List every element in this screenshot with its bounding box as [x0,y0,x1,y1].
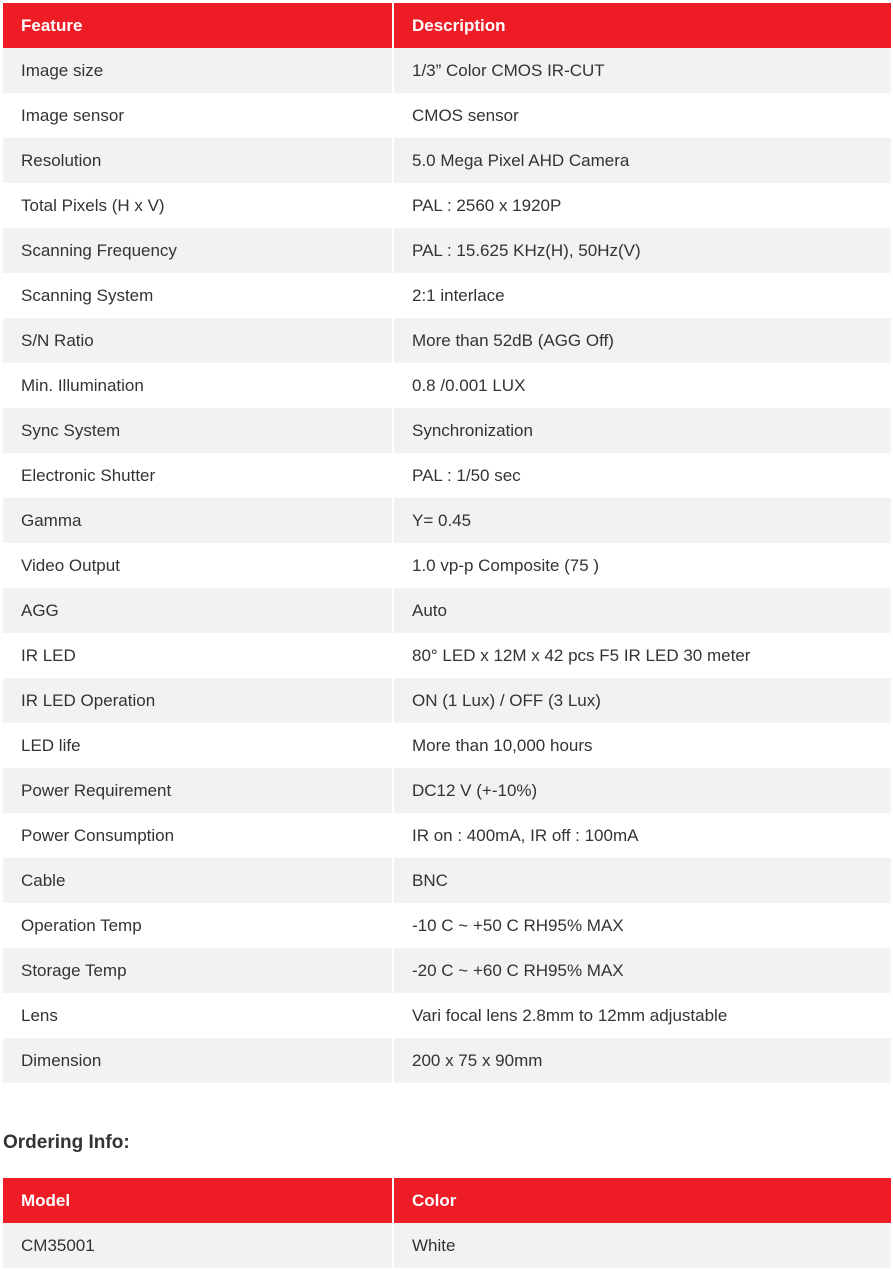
description-cell: PAL : 2560 x 1920P [393,183,891,228]
table-row [3,1223,891,1268]
description-cell: More than 52dB (AGG Off) [393,318,891,363]
description-cell: 200 x 75 x 90mm [393,1038,891,1083]
feature-cell: Operation Temp [3,903,393,948]
description-cell: BNC [393,858,891,903]
feature-cell: Scanning Frequency [3,228,393,273]
feature-cell: Sync System [3,408,393,453]
ordering-table-header-row [3,1178,891,1223]
description-cell: CMOS sensor [393,93,891,138]
description-cell: -10 C ~ +50 C RH95% MAX [393,903,891,948]
description-cell: Vari focal lens 2.8mm to 12mm adjustable [393,993,891,1038]
table-row [3,948,891,993]
table-row [3,48,891,93]
description-cell: Y= 0.45 [393,498,891,543]
table-row [3,498,891,543]
table-row [3,588,891,633]
description-cell: 1/3” Color CMOS IR-CUT [393,48,891,93]
ordering-table-container [3,1178,891,1268]
table-row [3,813,891,858]
table-row [3,678,891,723]
feature-cell: Power Requirement [3,768,393,813]
feature-cell: S/N Ratio [3,318,393,363]
table-row [3,903,891,948]
table-row [3,633,891,678]
table-row [3,453,891,498]
model-cell: CM35001 [3,1223,393,1268]
table-row [3,183,891,228]
table-row [3,1038,891,1083]
table-row [3,93,891,138]
description-cell: Synchronization [393,408,891,453]
header-model: Model [3,1178,393,1223]
table-row [3,723,891,768]
feature-cell: AGG [3,588,393,633]
description-cell: -20 C ~ +60 C RH95% MAX [393,948,891,993]
description-cell: DC12 V (+-10%) [393,768,891,813]
description-cell: 5.0 Mega Pixel AHD Camera [393,138,891,183]
description-cell: IR on : 400mA, IR off : 100mA [393,813,891,858]
description-cell: Auto [393,588,891,633]
feature-cell: LED life [3,723,393,768]
description-cell: 0.8 /0.001 LUX [393,363,891,408]
spec-table-body [3,48,891,1083]
spec-table-header-row [3,3,891,48]
feature-cell: IR LED Operation [3,678,393,723]
description-cell: More than 10,000 hours [393,723,891,768]
table-row [3,858,891,903]
ordering-table-body [3,1223,891,1268]
feature-cell: Min. Illumination [3,363,393,408]
color-cell: White [393,1223,891,1268]
table-row [3,768,891,813]
feature-cell: Dimension [3,1038,393,1083]
feature-cell: Resolution [3,138,393,183]
feature-cell: Video Output [3,543,393,588]
feature-cell: Cable [3,858,393,903]
description-cell: ON (1 Lux) / OFF (3 Lux) [393,678,891,723]
feature-cell: Gamma [3,498,393,543]
spec-table-container [3,3,891,1083]
feature-cell: Total Pixels (H x V) [3,183,393,228]
feature-cell: Scanning System [3,273,393,318]
feature-cell: Image size [3,48,393,93]
feature-cell: Storage Temp [3,948,393,993]
table-row [3,543,891,588]
table-row [3,993,891,1038]
feature-cell: Power Consumption [3,813,393,858]
table-row [3,408,891,453]
feature-cell: Image sensor [3,93,393,138]
header-description: Description [393,3,891,48]
description-cell: PAL : 15.625 KHz(H), 50Hz(V) [393,228,891,273]
ordering-info-heading: Ordering Info: [3,1132,130,1153]
table-row [3,363,891,408]
table-row [3,138,891,183]
header-feature: Feature [3,3,393,48]
feature-cell: Electronic Shutter [3,453,393,498]
description-cell: PAL : 1/50 sec [393,453,891,498]
header-color: Color [393,1178,891,1223]
table-row [3,273,891,318]
feature-cell: IR LED [3,633,393,678]
description-cell: 80° LED x 12M x 42 pcs F5 IR LED 30 meter [393,633,891,678]
description-cell: 2:1 interlace [393,273,891,318]
description-cell: 1.0 vp-p Composite (75 ) [393,543,891,588]
feature-cell: Lens [3,993,393,1038]
table-row [3,228,891,273]
ordering-table [3,1178,891,1268]
spec-table [3,3,891,1083]
table-row [3,318,891,363]
